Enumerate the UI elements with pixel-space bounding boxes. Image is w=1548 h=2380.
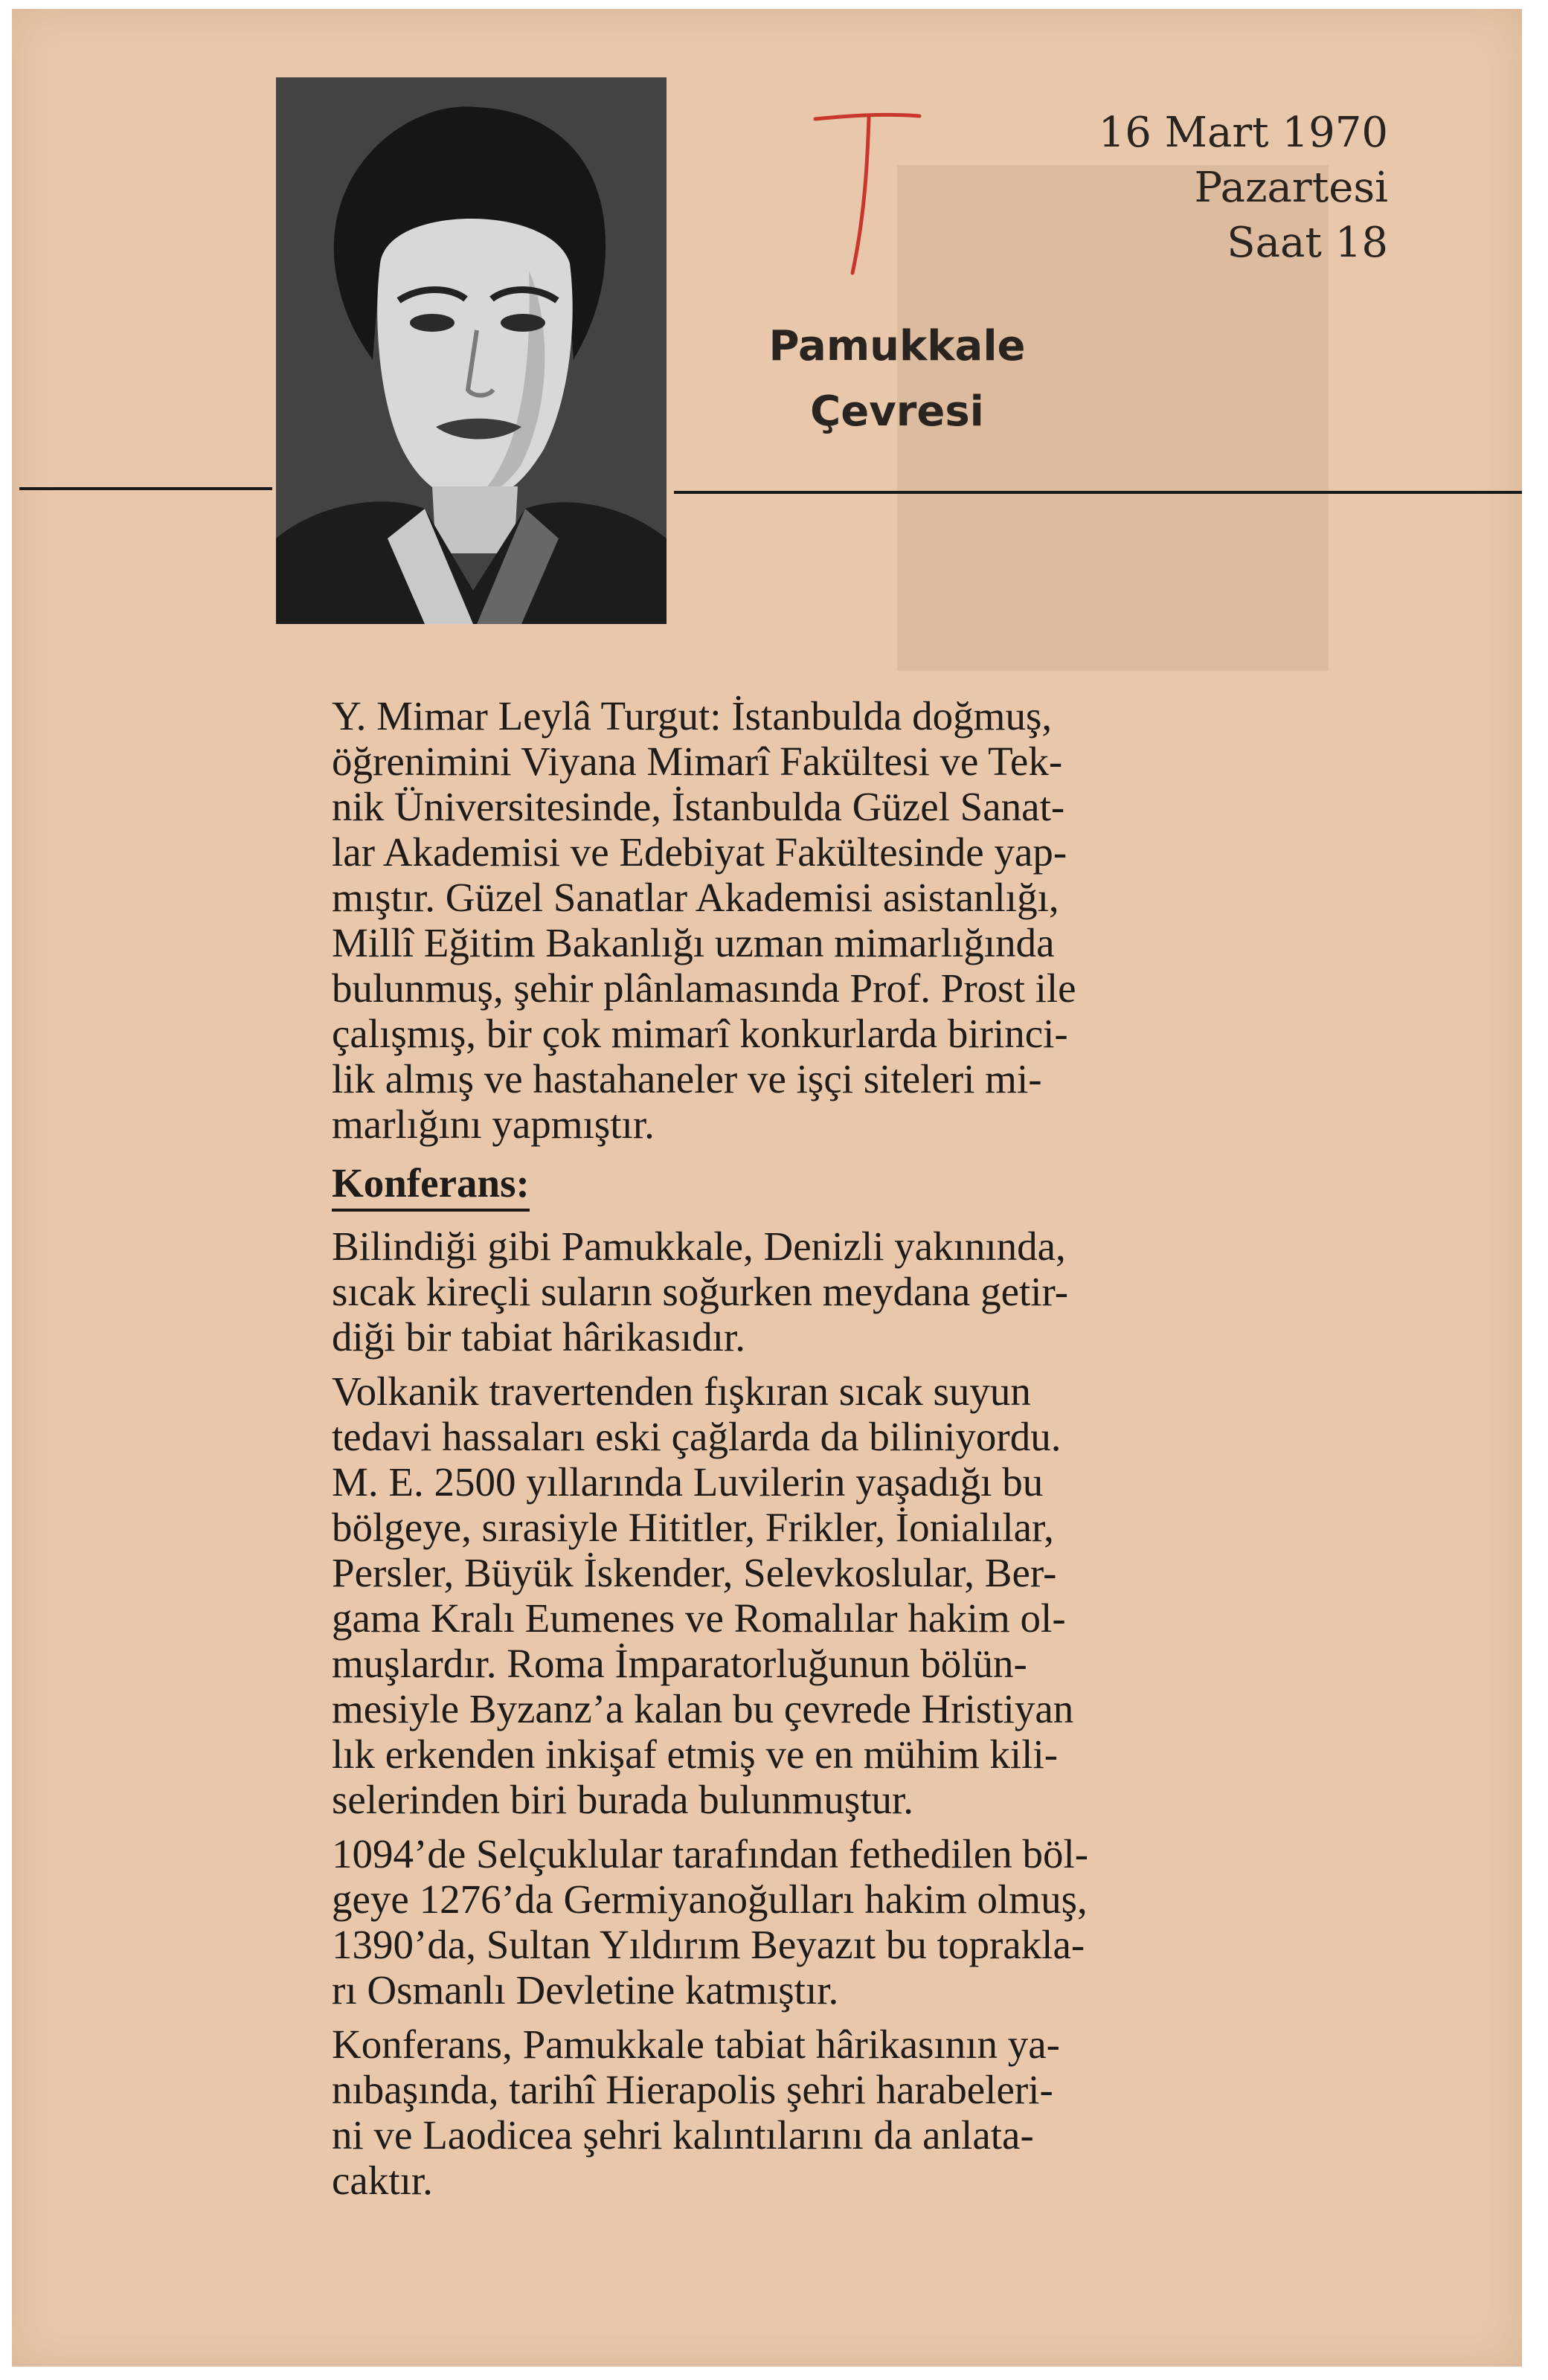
bio-line: mıştır. Güzel Sanatlar Akademisi asistanlığı, [332, 875, 1059, 920]
conference-label: Konferans: [332, 1160, 530, 1212]
text-line: diği bir tabiat hârikasıdır. [332, 1314, 745, 1360]
text-line: Volkanik travertenden fışkıran sıcak suyun [332, 1368, 1031, 1414]
horizontal-rule-right [674, 491, 1522, 494]
text-line: caktır. [332, 2158, 433, 2203]
text-line: ni ve Laodicea şehri kalıntılarını da anlata- [332, 2112, 1034, 2158]
date-block [1099, 106, 1388, 271]
bio-paragraph [332, 693, 1276, 1147]
conference-paragraph-3 [332, 1831, 1276, 2013]
text-line: sıcak kireçli suların soğurken meydana getir- [332, 1269, 1069, 1314]
bio-line: çalışmış, bir çok mimarî konkurlarda birinci- [332, 1011, 1068, 1056]
bio-line: bulunmuş, şehir plânlamasında Prof. Prost ile [332, 965, 1076, 1011]
text-line: lık erkenden inkişaf etmiş ve en mühim kili- [332, 1731, 1059, 1777]
bio-line: öğrenimini Viyana Mimarî Fakültesi ve Tek- [332, 739, 1063, 784]
title-line-1: Pamukkale [768, 322, 1026, 370]
handwritten-red-mark [808, 106, 927, 284]
lecture-title [756, 314, 1038, 445]
bio-line: nik Üniversitesinde, İstanbulda Güzel Sanat- [332, 784, 1065, 829]
conference-paragraph-1 [332, 1223, 1276, 1360]
newsprint-page [12, 9, 1522, 2367]
horizontal-rule-left [19, 487, 272, 490]
text-line: tedavi hassaları eski çağlarda da biliniyordu. [332, 1414, 1062, 1459]
text-line: Bilindiği gibi Pamukkale, Denizli yakınında, [332, 1223, 1066, 1269]
text-line: M. E. 2500 yıllarında Luvilerin yaşadığı bu [332, 1459, 1044, 1505]
article-body [332, 693, 1276, 2212]
text-line: geye 1276’da Germiyanoğulları hakim olmuş, [332, 1876, 1088, 1922]
bio-line: lik almış ve hastahaneler ve işçi siteleri mi- [332, 1056, 1042, 1101]
title-line-2: Çevresi [810, 387, 984, 436]
bio-line: lar Akademisi ve Edebiyat Fakültesinde yap- [332, 829, 1067, 875]
text-line: Persler, Büyük İskender, Selevkoslular, Ber- [332, 1550, 1057, 1595]
conference-paragraph-2 [332, 1368, 1276, 1822]
portrait-photo [276, 77, 667, 624]
text-line: 1094’de Selçuklular tarafından fethedilen böl- [332, 1831, 1089, 1876]
bio-line: marlığını yapmıştır. [332, 1101, 655, 1147]
date-text: 16 Mart 1970 [1098, 109, 1388, 157]
text-line: Konferans, Pamukkale tabiat hârikasının ya- [332, 2022, 1060, 2067]
text-line: gama Kralı Eumenes ve Romalılar hakim ol- [332, 1595, 1066, 1641]
time-text: Saat 18 [1227, 219, 1388, 267]
text-line: selerinden biri burada bulunmuştur. [332, 1777, 914, 1822]
text-line: 1390’da, Sultan Yıldırım Beyazıt bu toprakla- [332, 1922, 1085, 1967]
bio-line: Y. Mimar Leylâ Turgut: İstanbulda doğmuş, [332, 693, 1053, 739]
bio-line: Millî Eğitim Bakanlığı uzman mimarlığında [332, 920, 1055, 965]
text-line: rı Osmanlı Devletine katmıştır. [332, 1967, 839, 2013]
text-line: bölgeye, sırasiyle Hititler, Frikler, İonialılar, [332, 1505, 1054, 1550]
conference-paragraph-4 [332, 2022, 1276, 2203]
day-text: Pazartesi [1194, 164, 1388, 212]
text-line: nıbaşında, tarihî Hierapolis şehri harabeleri- [332, 2067, 1053, 2112]
text-line: muşlardır. Roma İmparatorluğunun bölün- [332, 1641, 1027, 1686]
text-line: mesiyle Byzanz’a kalan bu çevrede Hristiyan [332, 1686, 1074, 1731]
